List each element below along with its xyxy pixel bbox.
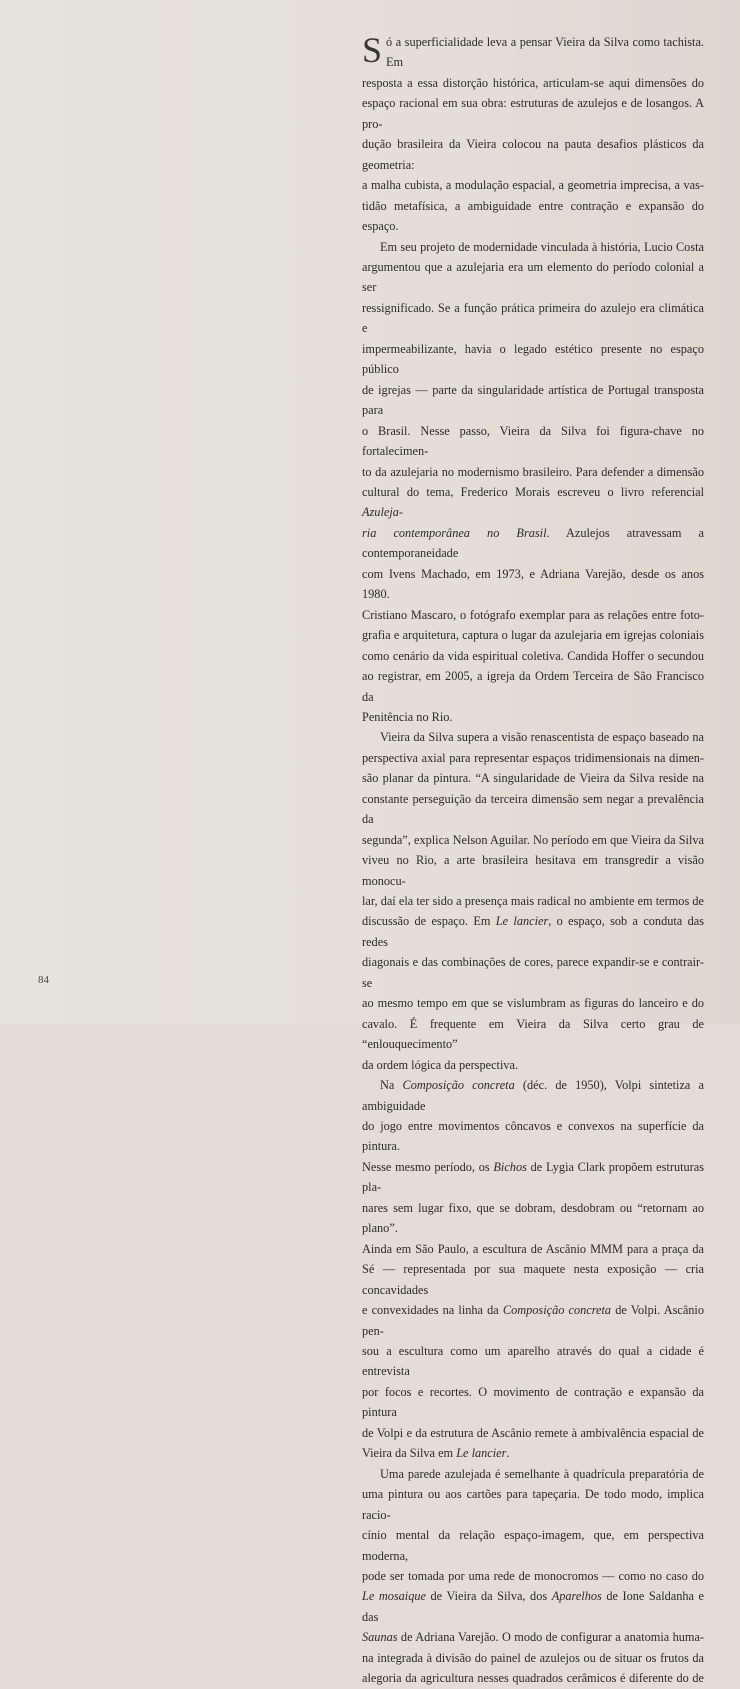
text-line: Sé — representada por sua maquete nesta exposição — cria concavidades: [362, 1262, 704, 1297]
text-line: o Brasil. Nesse passo, Vieira da Silva foi figura-chave no fortalecimen-: [362, 423, 704, 459]
text-line: constante perseguição da terceira dimensão sem negar a prevalência da: [362, 791, 704, 827]
text-line: nares sem lugar fixo, que se dobram, desdobram ou “retornam ao plano”.: [362, 1200, 704, 1236]
text-line: cavalo. É frequente em Vieira da Silva certo grau de “enlouquecimento”: [362, 1016, 704, 1052]
text-line: Nesse mesmo período, os Bichos de Lygia Clark propõem estruturas pla-: [362, 1159, 704, 1195]
text-line: segunda”, explica Nelson Aguilar. No período em que Vieira da Silva: [362, 832, 704, 847]
text-line: argumentou que a azulejaria era um elemento do período colonial a ser: [362, 259, 704, 295]
text-line: sou a escultura como um aparelho através do qual a cidade é entrevista: [362, 1344, 704, 1379]
text-line: ao registrar, em 2005, a igreja da Ordem Terceira de São Francisco da: [362, 669, 704, 704]
text-line: Vieira da Silva em Le lancier.: [362, 1446, 510, 1461]
text-line: impermeabilizante, havia o legado estético presente no espaço público: [362, 341, 704, 377]
text-line: alegoria da agricultura nesses quadrados cerâmicos é diferente do de: [362, 1671, 704, 1686]
text-line: uma pintura ou aos cartões para tapeçaria. De todo modo, implica racio-: [362, 1487, 704, 1522]
text-line: Vieira da Silva supera a visão renascentista de espaço baseado na: [380, 730, 704, 745]
text-line: Penitência no Rio.: [362, 709, 453, 724]
text-line: são planar da pintura. “A singularidade de Vieira da Silva reside na: [362, 771, 704, 786]
text-line: e convexidades na linha da Composição concreta de Volpi. Ascânio pen-: [362, 1303, 704, 1338]
text-line: dução brasileira da Vieira colocou na pauta desafios plásticos da geometria:: [362, 137, 704, 172]
text-line: Le mosaique de Vieira da Silva, dos Aparelhos de Ione Saldanha e das: [362, 1589, 704, 1624]
text-line: espaço racional em sua obra: estruturas de azulejos e de losangos. A pro-: [362, 96, 704, 131]
text-line: com Ivens Machado, em 1973, e Adriana Varejão, desde os anos 1980.: [362, 566, 704, 602]
text-line: de igrejas — parte da singularidade artística de Portugal transposta para: [362, 382, 704, 418]
body-text-column: [362, 32, 704, 1689]
text-line: Cristiano Mascaro, o fotógrafo exemplar para as relações entre foto-: [362, 607, 704, 622]
drop-cap: S: [362, 30, 383, 70]
text-line: Uma parede azulejada é semelhante à quadrícula preparatória de: [380, 1466, 704, 1481]
text-line: Na Composição concreta (déc. de 1950), Volpi sintetiza a ambiguidade: [362, 1078, 705, 1113]
text-line: a malha cubista, a modulação espacial, a geometria imprecisa, a vas-: [362, 178, 704, 193]
text-line: Ainda em São Paulo, a escultura de Ascânio MMM para a praça da: [362, 1241, 704, 1256]
text-line: discussão de espaço. Em Le lancier, o espaço, sob a conduta das redes: [362, 914, 704, 949]
paragraph-5: [362, 1464, 704, 1689]
text-line: Em seu projeto de modernidade vinculada à história, Lucio Costa: [380, 239, 704, 254]
text-line: do jogo entre movimentos côncavos e convexos na superfície da pintura.: [362, 1119, 704, 1154]
text-line: ria contemporânea no Brasil. Azulejos atravessam a contemporaneidade: [362, 525, 704, 561]
text-line: to da azulejaria no modernismo brasileiro. Para defender a dimensão: [362, 464, 704, 479]
page-number: 84: [38, 974, 49, 986]
text-line: por focos e recortes. O movimento de contração e expansão da pintura: [362, 1384, 704, 1420]
text-line: Saunas de Adriana Varejão. O modo de configurar a anatomia huma-: [362, 1630, 704, 1645]
text-line: diagonais e das combinações de cores, parece expandir-se e contrair-se: [362, 955, 704, 990]
text-line: cultural do tema, Frederico Morais escreveu o livro referencial Azuleja-: [362, 484, 704, 520]
text-line: lar, daí ela ter sido a presença mais radical no ambiente em termos de: [362, 894, 704, 909]
text-line: ressignificado. Se a função prática primeira do azulejo era climática e: [362, 300, 704, 336]
text-line: ao mesmo tempo em que se vislumbram as figuras do lanceiro e do: [362, 996, 704, 1011]
text-line: como cenário da vida espiritual coletiva. Candida Hoffer o secundou: [362, 648, 704, 663]
text-line: tidão metafísica, a ambiguidade entre contração e expansão do espaço.: [362, 198, 704, 234]
text-line: viveu no Rio, a arte brasileira hesitava em transgredir a visão monocu-: [362, 853, 704, 888]
text-line: perspectiva axial para representar espaços tridimensionais na dimen-: [362, 750, 704, 765]
text-line: resposta a essa distorção histórica, articulam-se aqui dimensões do: [362, 75, 704, 90]
text-line: da ordem lógica da perspectiva.: [362, 1057, 519, 1072]
text-line: pode ser tomada por uma rede de monocromos — como no caso do: [362, 1568, 704, 1583]
text-line: grafia e arquitetura, captura o lugar da azulejaria em igrejas coloniais: [362, 628, 704, 643]
text-line: cínio mental da relação espaço-imagem, que, em perspectiva moderna,: [362, 1528, 704, 1563]
paragraph-3: [362, 727, 704, 1075]
text-line: na integrada à divisão do painel de azulejos ou de situar os frutos da: [362, 1650, 704, 1665]
paragraph-4: [362, 1075, 704, 1464]
paragraph-1: [362, 32, 704, 237]
text-line: de Volpi e da estrutura de Ascânio remete à ambivalência espacial de: [362, 1425, 704, 1440]
paragraph-2: [362, 237, 704, 728]
text-line: ó a superficialidade leva a pensar Vieira da Silva como tachista. Em: [386, 35, 704, 70]
